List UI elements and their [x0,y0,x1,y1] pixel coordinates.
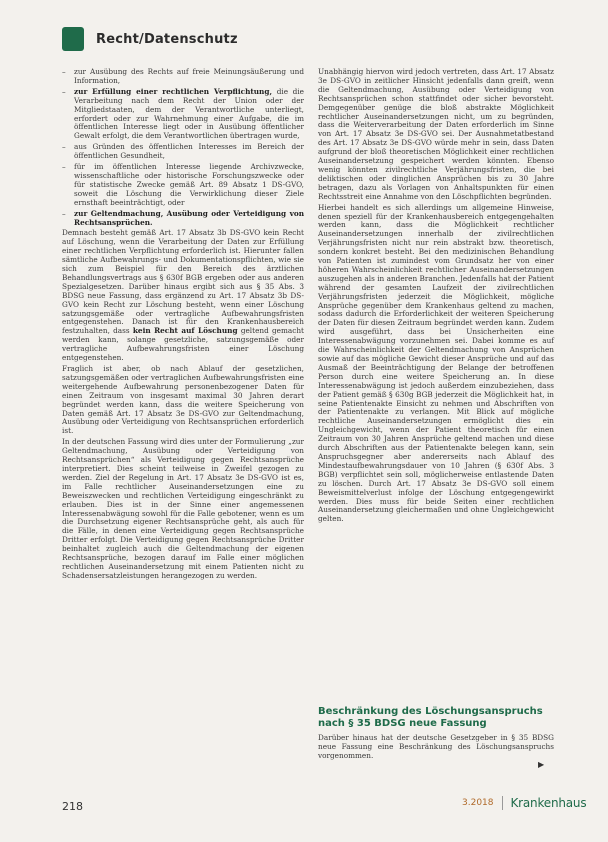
footer-branding [462,796,586,810]
page-header [62,24,238,54]
section-color-tab [62,27,84,51]
body-paragraph: Unabhängig hiervon wird jedoch vertreten, dass Art. 17 Absatz 3e DS-GVO in zeitlicher Hinsicht jedenfalls dann greift, wenn die Geltendmachung, Ausübung oder Verteidigung von Rechtsansprüchen schon stattfindet oder sicher bevorsteht. Demgegenüber genüge die bloß abstrakte Möglichkeit rechtlicher Auseinandersetzungen nicht, um zu begründen, dass die Weiterverarbeitung der Daten erforderlich im Sinne von Art. 17 Absatz 3e DS-GVO sei. Der Ausnahmetatbestand des Art. 17 Absatz 3e DS-GVO würde mehr in sein, dass Daten aufgrund der bloß theoretischen Möglichkeit einer rechtlichen Auseinandersetzung gespeichert werden könnten. Ebenso wenig könnten zivilrechtliche Verjährungsfristen, die bei deliktischen oder dinglichen Ansprüchen bis zu 30 Jahre betragen, dazu als Vorlagen von Anhaltspunkten für einen Rechtsstreit eine Annahme von den Löschpflichten begründen. [318,67,554,201]
body-paragraph: In der deutschen Fassung wird dies unter der Formulierung „zur Geltendmachung, Ausübung oder Verteidigung von Rechtsansprüchen“ als Verteidigung gegen Rechtsansprüche interpretiert. Dies scheint teilweise in Zweifel gezogen zu werden. Ziel der Regelung in Art. 17 Absatz 3e DS-GVO ist es, im Falle rechtlicher Auseinandersetzungen eine zu Beweiszwecken und rechtlichen Verteidigung eingeschränkt zu erlauben. Dies ist in der Sinne einer angemessenen Interessenabwägung sowohl für die Falle gebotener, wenn es um die Durchsetzung eigener Rechtsansprüche geht, als auch für die Fälle, in denen eine Verteidigung gegen Rechtsansprüche Dritter erfolgt. Die Verteidigung gegen Rechtsansprüche Dritter beinhaltet zugleich auch die Geltendmachung der eigenen Rechtsansprüche, bezogen darauf im Falle einer möglichen rechtlichen Auseinandersetzung mit einem Patienten nicht zu Schadensersatzleistungen herangezogen zu werden. [62,437,304,580]
body-paragraph: Hierbei handelt es sich allerdings um allgemeine Hinweise, denen speziell für der Krankenhausbereich entgegengehalten werden kann, dass die Möglichkeit rechtlicher Auseinandersetzungen innerhalb der zivilrechtlichen Verjährungsfristen nicht nur rein abstrakt bzw. theoretisch, sondern konkret besteht. Bei den medizinischen Behandlung von Patienten ist zumindest vom Grundsatz her von einer höheren Wahrscheinlichkeit rechtlicher Auseinandersetzungen auszugehen als in anderen Branchen. Jedenfalls hat der Patient während der gesamten Laufzeit der zivilrechtlichen Verjährungsfristen jederzeit die Möglichkeit, mögliche Ansprüche gegenüber dem Krankenhaus geltend zu machen, sodass dadurch die Erforderlichkeit der weiteren Speicherung der Daten für diesen Zeitraum begründet werden kann. Zudem wird ausgeführt, dass bei Unsicherheiten eine Interessenabwägung vorzunehmen sei. Dabei komme es auf die Wahrscheinlichkeit der Geltendmachung von Ansprüchen sowie auf das mögliche Gewicht dieser Ansprüche und auf das Ausmaß der Beeinträchtigung der Belange der betroffenen Person durch eine weitere Speicherung an. In diese Interessenabwägung ist jedoch außerdem einzubeziehen, dass der Patient gemäß § 630g BGB jederzeit die Möglichkeit hat, in seine Patientenakte Einsicht zu nehmen und Abschriften von der Patientenakte zu verlangen. Mit Blick auf mögliche rechtliche Auseinandersetzungen ermöglicht dies ein Ungleichgewicht, wenn der Patient theoretisch für einen Zeitraum von 30 Jahren Ansprüche geltend machen und diese durch Abschriften aus der Patientenakte belegen kann, sein Anspruchsgegner aber andererseits nach Ablauf des Mindestaufbewahrungsdauer von 10 Jahren (§ 630f Abs. 3 BGB) verpflichtet sein soll, möglicherweise entlastende Daten zu löschen. Durch Art. 17 Absatz 3e DS-GVO soll einem Beweismittelverlust infolge der Löschung entgegengewirkt werden. Dies muss für beide Seiten einer rechtlichen Auseinandersetzung gleichermaßen und ohne Ungleichgewicht gelten. [318,202,554,524]
body-paragraph: Fraglich ist aber, ob nach Ablauf der gesetzlichen, satzungsgemäßen oder vertraglichen Aufbewahrungsfristen eine weitergehende Aufbewahrung personenbezogener Daten für einen Zeitraum von insgesamt maximal 30 Jahren derart begründet werden kann, dass die weitere Speicherung von Daten gemäß Art. 17 Absatz 3e DS-GVO zur Geltendmachung, Ausübung oder Verteidigung von Rechtsansprüchen erforderlich ist. [62,364,304,436]
footer-divider [502,796,503,810]
section-title: Recht/Datenschutz [96,31,238,47]
magazine-logo: Krankenhaus [510,796,587,810]
right-column [318,68,554,526]
page-number: 218 [62,800,83,813]
continue-arrow-icon: ▶ [538,760,545,769]
list-item: – zur Erfüllung einer rechtlichen Verpflichtung, die die Verarbeitung nach dem Recht der Union oder der Mitgliedstaaten, dem der Verantwortliche unterliegt, erfordert oder zur Wahrnehmung einer Aufgabe, die im öffentlichen Interesse liegt oder in Ausübung öffentlicher Gewalt erfolgt, die dem Verantwortlichen übertragen wurde, [62,86,304,141]
list-item: – aus Gründen des öffentlichen Interesses im Bereich der öffentlichen Gesundheit, [62,142,304,161]
issue-label: 3.2018 [462,798,494,808]
body-paragraph: Demnach besteht gemäß Art. 17 Absatz 3b DS-GVO kein Recht auf Löschung, wenn die Verarbeitung der Daten zur Erfüllung einer rechtlichen Verpflichtung erforderlich ist. Hierunter fallen sämtliche Aufbewahrungs- und Dokumentationspflichten, wie sie sich zum Beispiel für den Bereich des ärztlichen Behandlungsvertrags aus § 630f BGB ergeben oder aus anderen Spezialgesetzen. Darüber hinaus ergibt sich aus § 35 Abs. 3 BDSG neue Fassung, dass ergänzend zu Art. 17 Absatz 3b DS-GVO kein Recht zur Löschung besteht, wenn einer Löschung satzungsgemäße oder vertragliche Aufbewahrungsfristen entgegenstehen. Danach ist für den Krankenhausbereich festzuhalten, dass kein Recht auf Löschung geltend gemacht werden kann, solange gesetzliche, satzungsgemäße oder vertragliche Aufbewahrungsfristen einer Löschung entgegenstehen. [62,228,304,363]
list-item: – für im öffentlichen Interesse liegende Archivzwecke, wissenschaftliche oder historische Forschungszwecke oder für statistische Zwecke gemäß Art. 89 Absatz 1 DS-GVO, soweit die Löschung die Verwirklichung dieser Ziele ernsthaft beeinträchtigt, oder [62,162,304,207]
subsection-heading: Beschränkung des Löschungsanspruchs nach § 35 BDSG neue Fassung [318,706,543,729]
subsection-body: Darüber hinaus hat der deutsche Gesetzgeber in § 35 BDSG neue Fassung eine Beschränkung des Löschungsanspruchs vorgenommen. [318,733,554,760]
left-column [62,68,304,583]
list-item: – zur Ausübung des Rechts auf freie Meinungsäußerung und Information, [62,67,304,85]
list-item: – zur Geltendmachung, Ausübung oder Verteidigung von Rechtsansprüchen. [62,208,304,227]
